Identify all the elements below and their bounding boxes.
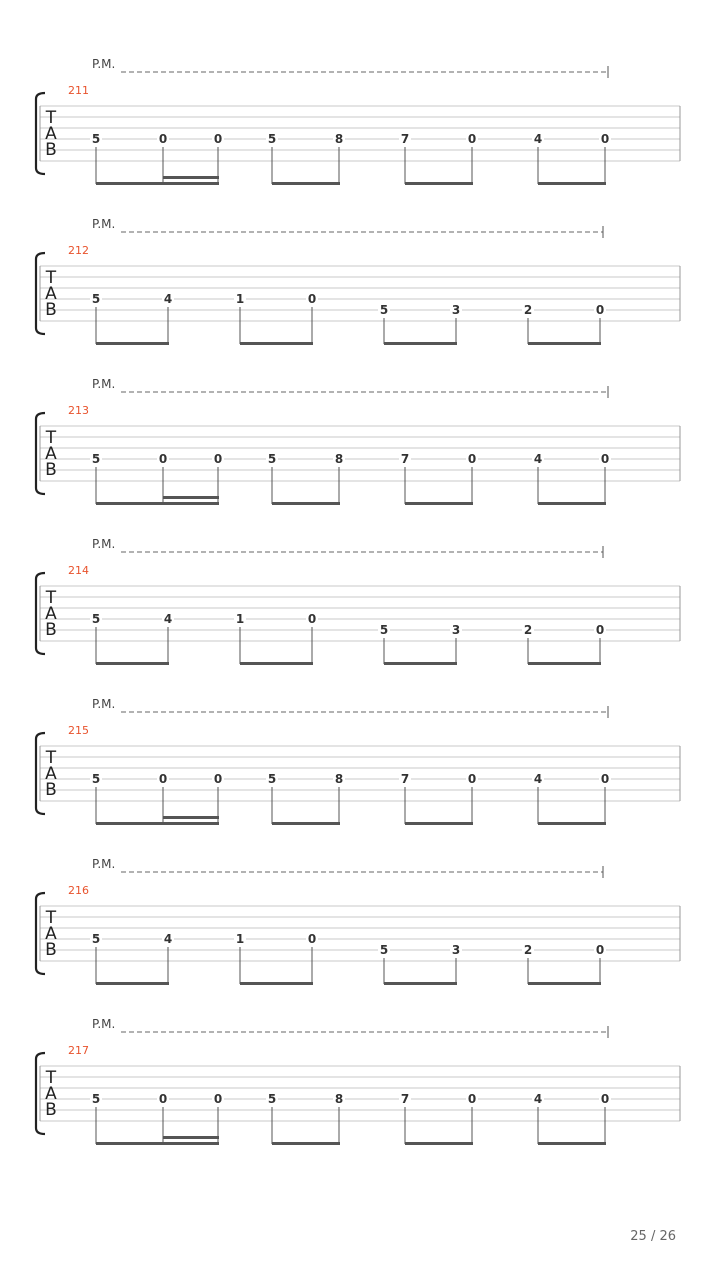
fret-number: 5: [91, 452, 101, 466]
fret-number: 0: [600, 772, 610, 786]
fret-number: 5: [91, 1092, 101, 1106]
fret-number: 0: [595, 943, 605, 957]
tab-clef-letter: B: [45, 940, 57, 960]
beam: [384, 662, 457, 665]
beam: [528, 662, 601, 665]
tab-clef-letter: T: [45, 748, 57, 768]
fret-number: 3: [451, 623, 461, 637]
fret-number: 0: [467, 132, 477, 146]
fret-number: 0: [158, 1092, 168, 1106]
fret-number: 0: [213, 772, 223, 786]
fret-number: 0: [213, 452, 223, 466]
beam: [384, 982, 457, 985]
tab-clef-letter: B: [45, 300, 57, 320]
fret-number: 8: [334, 452, 344, 466]
fret-number: 0: [158, 772, 168, 786]
bar-number: 217: [68, 1044, 89, 1057]
tab-clef-letter: B: [45, 140, 57, 160]
beam: [96, 982, 169, 985]
fret-number: 4: [533, 452, 543, 466]
fret-number: 0: [467, 772, 477, 786]
tab-clef-letter: A: [45, 124, 57, 144]
bar-number: 214: [68, 564, 89, 577]
fret-number: 7: [400, 1092, 410, 1106]
tab-system-216: [36, 857, 680, 985]
beam: [240, 662, 313, 665]
beam: [272, 182, 340, 185]
beam: [405, 502, 473, 505]
tab-clef-letter: B: [45, 780, 57, 800]
tab-clef-letter: B: [45, 460, 57, 480]
tab-clef-letter: A: [45, 284, 57, 304]
beam: [405, 822, 473, 825]
beam: [96, 502, 219, 505]
fret-number: 1: [235, 292, 245, 306]
palm-mute-label: P.M.: [92, 697, 116, 711]
beam: [272, 502, 340, 505]
fret-number: 1: [235, 612, 245, 626]
beam: [538, 822, 606, 825]
beam: [538, 1142, 606, 1145]
tab-system-215: [36, 697, 680, 825]
tab-system-211: [36, 57, 680, 185]
beam: [405, 1142, 473, 1145]
fret-number: 4: [533, 1092, 543, 1106]
fret-number: 0: [213, 1092, 223, 1106]
beam: [96, 822, 219, 825]
beam: [96, 182, 219, 185]
fret-number: 8: [334, 132, 344, 146]
fret-number: 0: [158, 132, 168, 146]
bar-number: 213: [68, 404, 89, 417]
secondary-beam: [163, 176, 219, 179]
beam: [240, 342, 313, 345]
tab-clef-letter: A: [45, 444, 57, 464]
fret-number: 4: [163, 932, 173, 946]
fret-number: 0: [158, 452, 168, 466]
tab-clef-letter: A: [45, 764, 57, 784]
beam: [272, 1142, 340, 1145]
fret-number: 0: [307, 612, 317, 626]
tab-clef-letter: A: [45, 1084, 57, 1104]
fret-number: 3: [451, 943, 461, 957]
fret-number: 2: [523, 623, 533, 637]
fret-number: 8: [334, 1092, 344, 1106]
fret-number: 3: [451, 303, 461, 317]
tab-clef-letter: T: [45, 588, 57, 608]
fret-number: 5: [91, 772, 101, 786]
palm-mute-label: P.M.: [92, 57, 116, 71]
fret-number: 5: [267, 772, 277, 786]
beam: [405, 182, 473, 185]
fret-number: 2: [523, 943, 533, 957]
secondary-beam: [163, 816, 219, 819]
fret-number: 0: [600, 132, 610, 146]
tab-clef-letter: T: [45, 268, 57, 288]
fret-number: 0: [467, 452, 477, 466]
tab-clef-letter: B: [45, 1100, 57, 1120]
fret-number: 5: [379, 943, 389, 957]
fret-number: 8: [334, 772, 344, 786]
fret-number: 1: [235, 932, 245, 946]
palm-mute-label: P.M.: [92, 1017, 116, 1031]
secondary-beam: [163, 496, 219, 499]
fret-number: 5: [91, 132, 101, 146]
fret-number: 4: [163, 612, 173, 626]
fret-number: 0: [467, 1092, 477, 1106]
palm-mute-label: P.M.: [92, 217, 116, 231]
tab-clef-letter: B: [45, 620, 57, 640]
fret-number: 5: [91, 932, 101, 946]
fret-number: 7: [400, 132, 410, 146]
palm-mute-label: P.M.: [92, 537, 116, 551]
palm-mute-label: P.M.: [92, 857, 116, 871]
fret-number: 4: [533, 132, 543, 146]
fret-number: 4: [163, 292, 173, 306]
bar-number: 211: [68, 84, 89, 97]
fret-number: 5: [379, 623, 389, 637]
tab-clef-letter: T: [45, 108, 57, 128]
secondary-beam: [163, 1136, 219, 1139]
tab-system-217: [36, 1017, 680, 1145]
tab-system-214: [36, 537, 680, 665]
tab-clef-letter: T: [45, 908, 57, 928]
tab-clef-letter: A: [45, 604, 57, 624]
fret-number: 0: [595, 623, 605, 637]
fret-number: 0: [307, 932, 317, 946]
beam: [240, 982, 313, 985]
fret-number: 0: [307, 292, 317, 306]
tab-clef-letter: A: [45, 924, 57, 944]
fret-number: 7: [400, 772, 410, 786]
fret-number: 0: [595, 303, 605, 317]
fret-number: 2: [523, 303, 533, 317]
beam: [538, 182, 606, 185]
bar-number: 212: [68, 244, 89, 257]
beam: [528, 342, 601, 345]
beam: [272, 822, 340, 825]
fret-number: 5: [267, 1092, 277, 1106]
fret-number: 7: [400, 452, 410, 466]
beam: [96, 1142, 219, 1145]
beam: [96, 342, 169, 345]
beam: [538, 502, 606, 505]
bar-number: 215: [68, 724, 89, 737]
tab-system-212: [36, 217, 680, 345]
beam: [384, 342, 457, 345]
beam: [528, 982, 601, 985]
fret-number: 5: [91, 612, 101, 626]
fret-number: 5: [267, 452, 277, 466]
tab-clef-letter: T: [45, 1068, 57, 1088]
fret-number: 5: [267, 132, 277, 146]
fret-number: 5: [91, 292, 101, 306]
bar-number: 216: [68, 884, 89, 897]
fret-number: 5: [379, 303, 389, 317]
page-number: 25 / 26: [630, 1229, 676, 1244]
fret-number: 4: [533, 772, 543, 786]
fret-number: 0: [600, 1092, 610, 1106]
fret-number: 0: [600, 452, 610, 466]
tab-clef-letter: T: [45, 428, 57, 448]
tab-system-213: [36, 377, 680, 505]
palm-mute-label: P.M.: [92, 377, 116, 391]
fret-number: 0: [213, 132, 223, 146]
beam: [96, 662, 169, 665]
